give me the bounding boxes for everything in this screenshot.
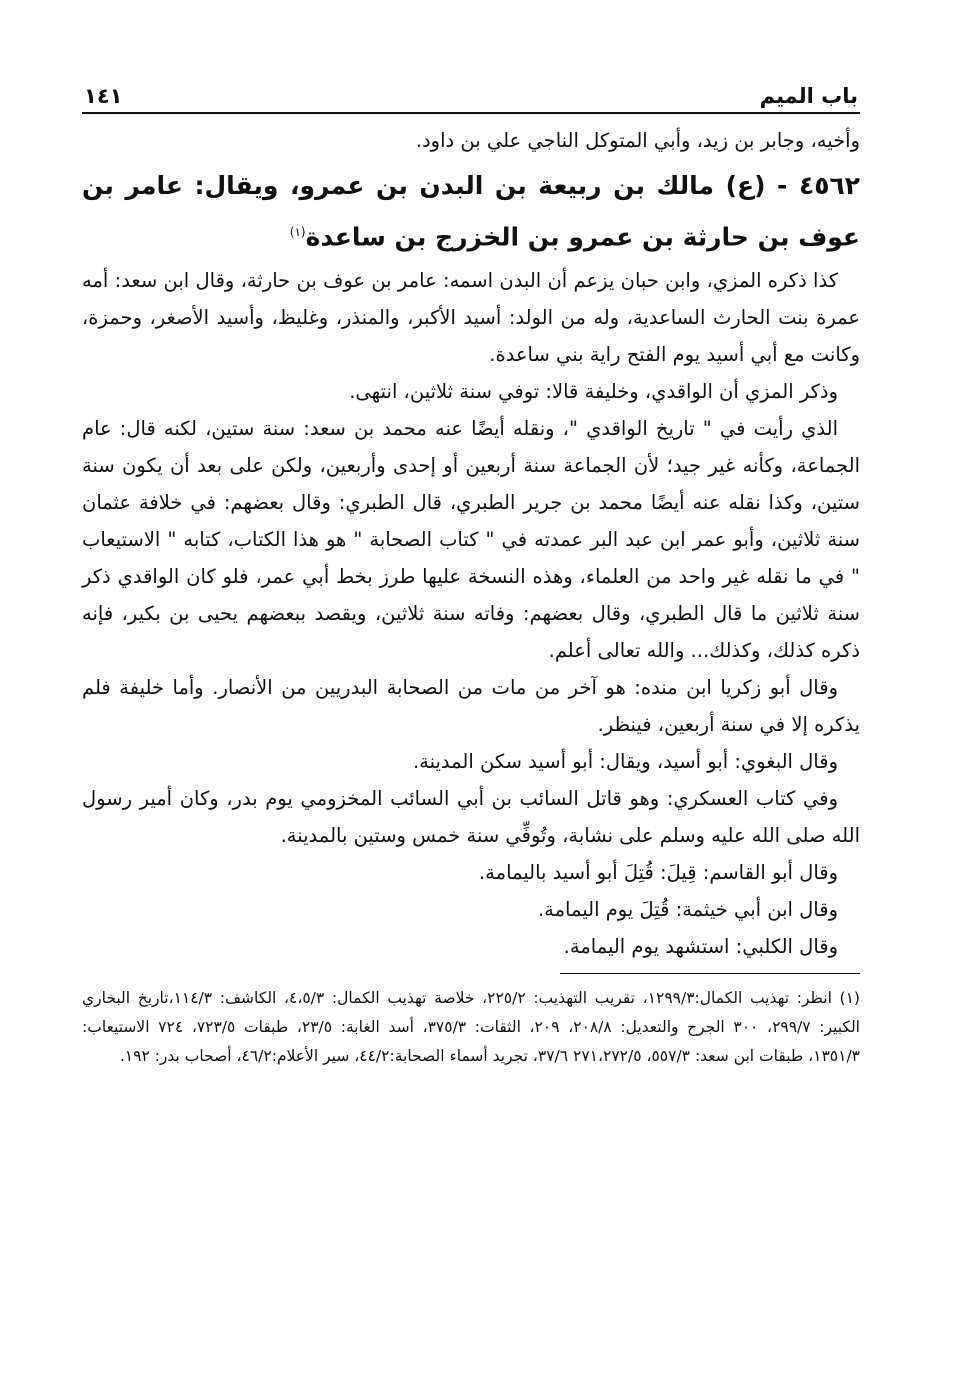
entry-heading-text: ٤٥٦٢ - (ع) مالك بن ربيعة بن البدن بن عمرو، ويقال: عامر بن عوف بن حارثة بن عمرو بن الخزرج بن ساعدة <box>82 171 860 252</box>
paragraph: وفي كتاب العسكري: وهو قاتل السائب بن أبي السائب المخزومي يوم بدر، وكان أمير رسول الله صلى الله عليه وسلم على نشابة، وتُوفِّي سنة خمس وستين بالمدينة. <box>82 787 860 848</box>
paragraph: كذا ذكره المزي، وابن حبان يزعم أن البدن اسمه: عامر بن عوف بن حارثة، وقال ابن سعد: أمه عمرة بنت الحارث الساعدية، وله من الولد: أسيد الأكبر، والمنذر، وغليظ، وأسيد الأصغر، وحمزة، وكانت مع أبي أسيد يوم الفتح راية بني ساعدة. <box>82 269 860 367</box>
paragraph: الذي رأيت في " تاريخ الواقدي "، ونقله أيضًا عنه محمد بن سعد: سنة ستين، لكنه قال: عام الجماعة، وكأنه غير جيد؛ لأن الجماعة سنة أربعين أو إحدى وأربعين، ولكن على بعد أن يكون سنة ستين، وكذا نقله عنه أيضًا محمد بن جرير الطبري، قال الطبري: وقال بعضهم: في خلافة عثمان سنة ثلاثين، وأبو عمر ابن عبد البر عمدته في " كتاب الصحابة " هو هذا الكتاب، كتابه " الاستيعاب " في ما نقله غير واحد من العلماء، وهذه النسخة عليها طرز بخط أبي عمر، فلو كان الواقدي ذكر سنة ثلاثين ما قال الطبري، وقال بعضهم: وفاته سنة ثلاثين، ويقصد ببعضهم يحيى بن بكير، فإنه ذكره كذلك، وكذلك... والله تعالى أعلم. <box>82 417 860 663</box>
paragraph: وقال ابن أبي خيثمة: قُتِلَ يوم اليمامة. <box>537 898 838 922</box>
page-number: ١٤١ <box>84 84 123 108</box>
page-header <box>82 72 860 110</box>
paragraph: وقال أبو القاسم: قِيلَ: قُتِلَ أبو أسيد باليمامة. <box>478 861 838 885</box>
paragraph: وذكر المزي أن الواقدي، وخليفة قالا: توفي سنة ثلاثين، انتهى. <box>349 380 838 404</box>
paragraph: وقال البغوي: أبو أسيد، ويقال: أبو أسيد سكن المدينة. <box>412 750 838 774</box>
paragraph: وقال الكلبي: استشهد يوم اليمامة. <box>563 935 838 959</box>
paragraph-continuation: وأخيه، وجابر بن زيد، وأبي المتوكل الناجي علي بن داود. <box>415 129 860 152</box>
book-page <box>82 72 860 1332</box>
footnote-ref: (١) <box>289 225 306 239</box>
section-title: باب الميم <box>759 84 858 108</box>
paragraph: وقال أبو زكريا ابن منده: هو آخر من مات من الصحابة البدريين من الأنصار. وأما خليفة فلم يذكره إلا في سنة أربعين، فينظر. <box>82 676 860 737</box>
footnote: (١) انظر: تهذيب الكمال:١٢٩٩/٣، تقريب التهذيب: ٢٢٥/٢، خلاصة تهذيب الكمال: ٤،٥/٣، الكاشف: ١١٤/٣،تاريخ البخاري الكبير: ٢٩٩/٧، ٣٠٠ الجرح والتعديل: ٢٠٨/٨، ٢٠٩، الثقات: ٣٧٥/٣، أسد الغابة: ٢٣/٥، طبقات ٧٢٣/٥، ٧٢٤ الاستيعاب: ١٣٥١/٣، طبقات ابن سعد: ٥٥٧/٣، ٢٧١،٢٧٢/٥ ٣٧/٦، تجريد أسماء الصحابة:٤٤/٢، سير الأعلام:٤٦/٢، أصحاب بدر: ١٩٢. <box>82 989 860 1066</box>
header-rule <box>82 112 860 114</box>
entry-heading <box>82 163 860 260</box>
footnote-separator <box>560 973 860 974</box>
